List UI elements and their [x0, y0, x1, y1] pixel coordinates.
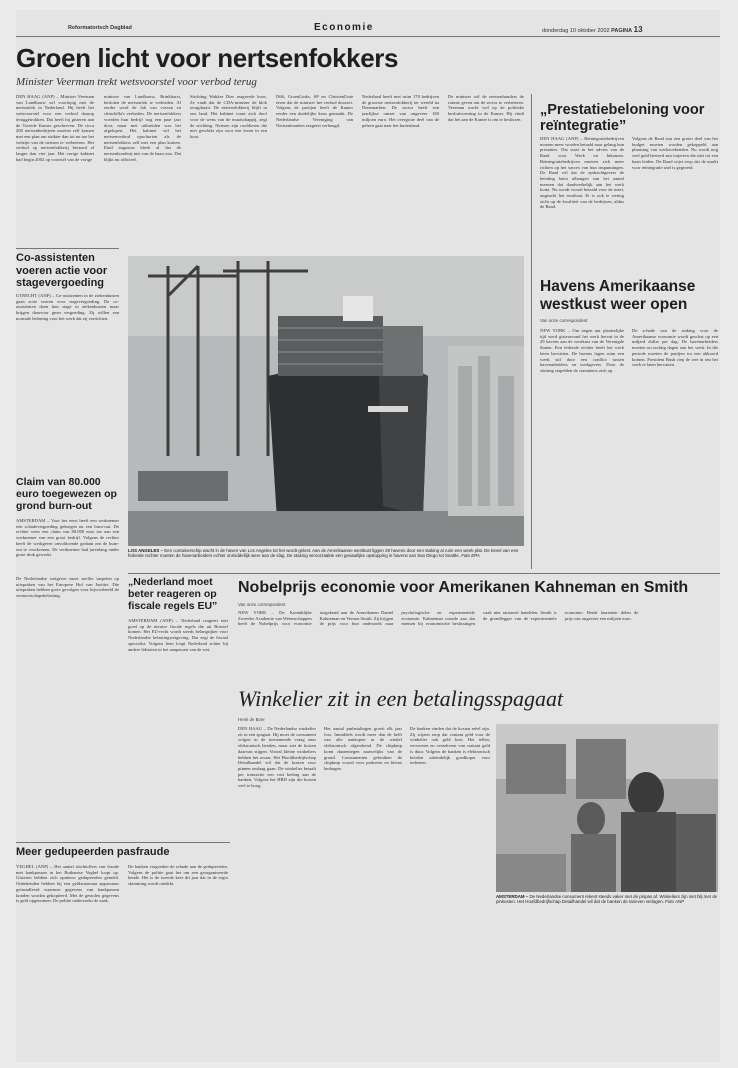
port-headline: Havens Amerikaanse westkust weer open [540, 278, 696, 313]
credit-body-1: AMSTERDAM (ANP) – Nederland reageert niet goed op de nieuwe fiscale regels die uit Brussel komen. Het EU-recht wordt steeds belangrijker voor Nederlandse belastingwetgeving. Dat zegt de fiscaal specialist. Volgens hem loopt Nederland achter bij andere lidstaten in het aanpassen van de wet. [128, 618, 228, 652]
fraud-body-col-2: De banken vergoeden de schade aan de gedupeerden. Volgens de politie gaat het om een georganiseerde bende. Het is de tweede keer dit jaar dat in de regio skimming wordt ontdekt. [128, 864, 228, 887]
paper-name: Reformatorisch Dagblad [68, 25, 132, 31]
page-label: PAGINA [611, 28, 633, 34]
lead-col-1: DEN HAAG (ANP) – Minister Veerman van Landbouw wil voorlopig niet de nertsenfok in Nederland. Hij heeft het wetsvoorstel voor een verbod daarop teruggetrokken. Dat heeft hij gisteren aan de Tweede Kamer geschreven. De circa 200 nertsenbedrijven moeten zelf komen met een plan om strikter dan tot nu toe het welzijn van de nertsen te verbeteren. Het verbod op nertsenfokkerij bestond al langer dan vier jaar. Het vorige kabinet had begin 2002 op voorstel van de vorige [16, 94, 94, 162]
ship-caption-text: Een containerschip wacht in de haven van Los Angeles tot het wordt gelost. Aan de Amerikaanse westkust liggen 29 havens door een staking al ruim een week plat. De bevel van een federale rechter moeten de havenarbeiders echter onmiddellijk weer aan de slag. De staking veroorzaakte een gevaarlijke opstopping in havens van San Diego tot Seattle. [128, 548, 519, 559]
lead-col-2: minister van Landbouw, Brinkhorst, besloten de nertsenfok te verbieden. Al eerder werd de fok van vossen en chinchilla's verboden. De nertsenfokkers voerden hun bedrijf nog een paar jaar door, maar met uitbreiden was het afgelopen. Het kabinet wil het nertsenverbod opschorten als de nertsenfokkers zelf met een plan komen. Eind augustus bleek al dat de nertsenhouderij niet van de baan was. Dat blijkt nu officieel. [104, 94, 181, 162]
credit-headline: „Nederland moet beter reageren op fiscale regels EU” [128, 576, 218, 612]
ship-caption-credit: Foto EPA [461, 553, 480, 559]
pension-body-col-1: DEN HAAG (ANP) – Reïntegratiebedrijven moeten meer worden betaald naar gelang hun prestaties. Dat staat in het advies van de Raad voor Werk en Inkomen. Reïntegratiebedrijven moeten zich meer richten op het succes van hun inspanningen. De Raad wil dat de opdrachtgevers de betaling laten afhangen van het aantal mensen dat daadwerkelijk aan het werk komt. Nu wordt vooral betaald voor de inzet, ongeacht het resultaat. Er is ook te weinig zicht op de kwaliteit van de bedrijven, aldus de Raad. [540, 136, 624, 210]
newspaper-page [16, 10, 720, 1062]
nobel-body: NEW YORK – De Koninklijke Zweedse Academie van Wetenschappen heeft de Nobelprijs voor economie toegekend aan de Amerikanen Daniel Kahneman en Vernon Smith. Zij krijgen de prijs voor hun onderzoek naar psychologische en experimentele economie. Kahneman toonde aan dat mensen bij economische beslissingen vaak niet rationeel handelen. Smith is de grondlegger van de experimentele economie. Beide laureaten delen de prijs van ongeveer een miljoen euro. [238, 610, 639, 627]
container-ship-photo [128, 256, 524, 546]
port-body-col-1: NEW YORK – Om negen uur plaatselijke tijd werd gisteravond het werk hervat in de 29 havens aan de westkust van de Verenigde Staten. Een federale rechter heeft het werk laten hervatten. De havens lagen ruim een week stil door een conflict tussen havenarbeiders en werkgevers. Door de sluiting stapelden de containers zich op. [540, 328, 624, 373]
burnout-headline: Claim van 80.000 euro toegewezen op grond burn-out [16, 476, 117, 512]
column-rule [531, 94, 532, 569]
checkout-photo [496, 724, 718, 892]
checkout-illustration [496, 724, 718, 892]
lead-headline: Groen licht voor nertsenfokkers [16, 43, 399, 73]
checkout-photo-caption [496, 894, 718, 924]
energy-body: UTRECHT (ANP) – Co-assistenten in de ziekenhuizen gaan actie voeren voor stagevergoeding. De co-assistenten doen hun stage in ziekenhuizen maar krijgen daarvoor geen vergoeding. Zij willen een normale beloning voor het werk dat zij verrichten. [16, 293, 119, 321]
port-body-col-2: De schade van de staking voor de Amerikaanse economie wordt geschat op een miljard dollar per dag. De havenarbeiders moeten nu tachtig dagen aan het werk. In die periode moeten de partijen tot een akkoord komen. President Bush riep de wet in om het werk te laten hervatten. [632, 328, 718, 368]
nobel-byline: Van onze correspondent [238, 602, 286, 607]
pay-body-col-2: Het aantal pinbetalingen groeit elk jaar fors. Inmiddels wordt meer dan de helft van alle aankopen in de winkel elektronisch afgerekend. De chipknip komt daarentegen nauwelijks van de grond. Consumenten gebruiken de chipknip vooral voor parkeren en kleine bedragen. [324, 726, 402, 771]
masthead-rule [16, 36, 720, 37]
date-text: donderdag 10 oktober 2002 [542, 28, 610, 34]
checkout-caption-dateline: AMSTERDAM – [496, 894, 529, 899]
lead-subhead: Minister Veerman trekt wetsvoorstel voor verbod terug [16, 76, 257, 88]
checkout-caption-credit: Foto ANP [665, 899, 685, 905]
lead-col-5: Nederland heeft met ruim 170 bedrijven de grootste nertsenfokkerij ter wereld na Denemarken. De sector heeft een jaarlijkse omzet van ongeveer 180 miljoen euro. Het overgrote deel van de pelzen gaat naar het buitenland. [362, 94, 439, 128]
fraud-headline: Meer gedupeerden pasfraude [16, 846, 170, 858]
pension-headline: „Prestatiebeloning voor reïntegratie” [540, 102, 705, 134]
page-number: 13 [633, 25, 643, 34]
ship-caption-dateline: LOS ANGELES – [128, 548, 163, 553]
issue-date [542, 25, 643, 34]
port-byline: Van onze correspondent [540, 318, 588, 323]
pay-byline: Henk de Boer [238, 717, 265, 722]
lead-col-6: De minister wil de nertsenhouders de ruimte geven om de sector te verbeteren. Veerman wacht wel op de politieke besluitvorming in de Kamer. Hij vindt dat het aan de Kamer is om te beslissen. [448, 94, 524, 122]
lead-col-4: D66, GroenLinks, SP en ChristenUnie eisen dat de minister het verbod doorzet. Volgens de partijen heeft de Kamer eerder een duidelijke keus gemaakt. De Nederlandse Vereniging van Nertsenhouders reageert verheugd. [276, 94, 353, 128]
checkout-caption-text: De Nederlandse consument rekent steeds vaker met de pinpas af. Winkeliers zijn niet blij met de pinkosten. Het Hoofdbedrijfschap Detailhandel wil dat de banken de tarieven verlagen. [496, 894, 718, 905]
pay-body-col-3: De banken vinden dat de kosten reëel zijn. Zij wijzen erop dat contant geld voor de winkelier ook geld kost. Het tellen, vervoeren en verzekeren van contant geld is duur. Volgens de banken is elektronisch betalen uiteindelijk goedkoper voor iedereen. [410, 726, 490, 766]
energy-headline: Co-assistenten voeren actie voor stagevergoeding [16, 252, 108, 289]
pay-body-col-1: DEN HAAG – De Nederlandse winkelier zit in een spagaat. Hij moet de consument volgen in de toenemende vraag naar elektronisch betalen, maar ziet de kosten daarvan stijgen. Vooral kleine winkeliers hebben het zwaar. Het Hoofdbedrijfschap Detailhandel wil dat de kosten voor pinnen omlaag gaan. De winkelier betaalt per transactie een vast bedrag aan de banken. Volgens het HBD zijn die kosten veel te hoog. [238, 726, 316, 789]
pay-headline: Winkelier zit in een betalingsspagaat [238, 686, 564, 711]
rule-mid [128, 573, 720, 574]
lead-col-3: Stichting Wakker Dier reageerde boos. Ze vindt dat de CDA-minister de klok terugdraait. De nertsenfokkerij blijft in ons land. Het kabinet toont zich doof voor de wens van de maatschappij, zegt de stichting. Nertsen zijn roofdieren die niet geschikt zijn voor een leven in een kooi. [190, 94, 267, 139]
burnout-body: AMSTERDAM – Voor het eerst heeft een werknemer een schadevergoeding gekregen na een burn-out. De rechter wees een claim van 80.000 euro toe aan een werknemer van een groot bedrijf. Volgens de rechter heeft de werkgever onvoldoende gedaan om de burn-out te voorkomen. De werknemer had jarenlang onder grote druk gewerkt. [16, 518, 119, 558]
pension-body-col-2: Volgens de Raad zou een groter deel van het budget moeten worden gekoppeld aan plaatsing van werkzoekenden. Nu wordt nog veel geld besteed aan trajecten die niet tot een baan leiden. De Raad wijst erop dat de markt voor reïntegratie snel is gegroeid. [632, 136, 718, 170]
ship-illustration [128, 256, 524, 546]
nobel-headline: Nobelprijs economie voor Amerikanen Kahneman en Smith [238, 579, 689, 596]
fraud-body-col-1: VEGHEL (ANP) – Het aantal slachtoffers van fraude met bankpassen in het Brabantse Veghel loopt op. Gisteren hebben zich opnieuw gedupeerden gemeld. Onbekenden hebben bij een geldautomaat apparatuur geïnstalleerd waarmee gegevens van bankpassen konden worden gekopieerd. Met de gestolen gegevens is geld opgenomen. De politie onderzoekt de zaak. [16, 864, 119, 904]
rule-left-1 [16, 248, 119, 249]
credit-body-2: De Nederlandse wetgever moet sneller inspelen op uitspraken van het Europese Hof van Justitie. Die uitspraken hebben grote gevolgen voor bijvoorbeeld de vennootschapsbelasting. [16, 576, 119, 599]
ship-photo-caption [128, 548, 524, 566]
rule-fraud [16, 842, 230, 843]
section-title: Economie [314, 22, 374, 33]
